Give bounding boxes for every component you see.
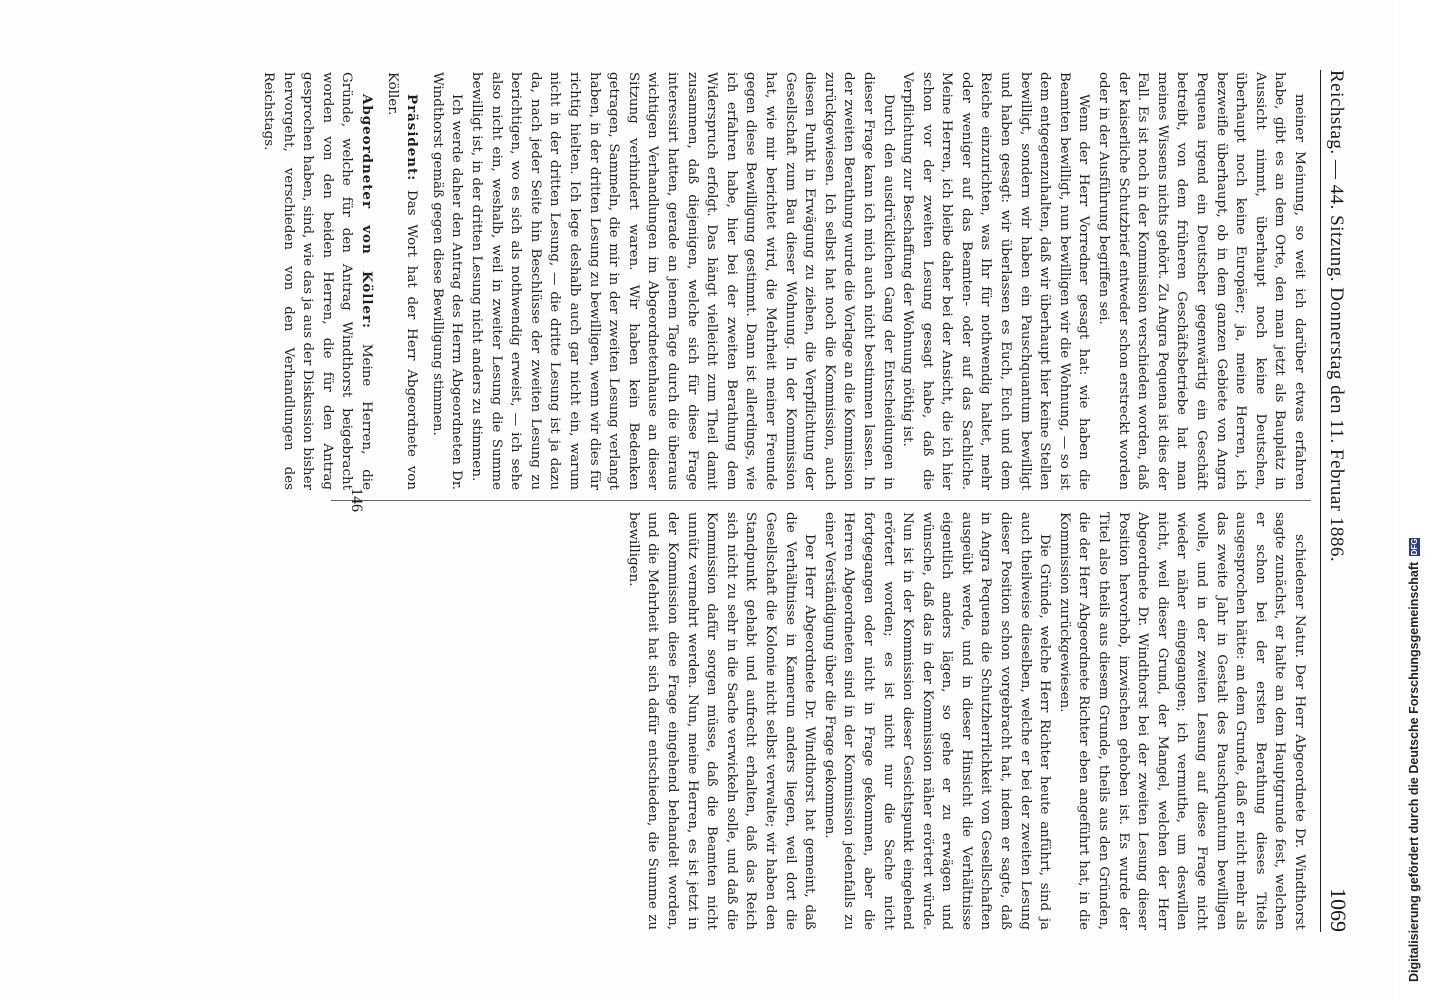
dfg-logo-icon: DFG [1409,538,1419,556]
paragraph: Der Herr Abgeordnete Dr. Windthorst hat gemeint, daß die Verhältnisse in Kamerun anders liegen, weil dort die Gesellschaft die Kolonie nicht selbst verwalte; wir haben den Standpunkt gehabt und aufrecht erhalten, daß das Reich sich nicht zu sehr in die Sache verwickeln solle, und daß die Kommission dafür sorgen müsse, daß die Beamten nicht unnütz vermehrt werden. Nun, meine Herren, es ist jetzt in der Kommission diese Frage eingehend behandelt worden, und die Mehrheit hat sich dafür entschieden, die Summe zu bewilligen. [625,512,818,930]
speaker-label: Abgeordneter von Köller: [359,94,376,329]
paragraph: Durch den ausdrücklichen Gang der Entscheidungen in dieser Frage kann ich mich auch nicht bestimmen lassen. In der zweiten Berathung wurde die Vorlage an die Kommission zurückgewiesen. Ich selbst hat noch die Kommission, auch diesen Punkt in Erwägung zu ziehen, die Verpflichtung der Gesellschaft zum Bau dieser Wohnung. In der Kommission hat, wie mir berichtet wird, die Mehrheit meiner Freunde gegen diese Bewilligung gestimmt. Dann ist allerdings, wie ich erfahren habe, hier bei der zweiten Berathung dem Widerspruch erfolgt. Das hängt vielleicht zum Theil damit zusammen, daß diejenigen, welche sich für diese Frage interessirt hatten, gerade an jenem Tage durch die überaus wichtigen Verhandlungen im Abgeordnetenhause an dieser Sitzung verhindert waren. Wir haben kein Bedenken getragen, Sammeln, die mir in der zweiten Lesung verlangt haben, in der dritten Lesung zu bewilligen, wenn wir dies für richtig hielten. Ich lege deshalb auch gar nicht ein, warum nicht in der dritten Lesung, — die dritte Lesung ist ja dazu da, nach jeder Seite hin Beschlüsse der zweiten Lesung zu berichtigen, wo es sich als nothwendig erweist, — ich sehe also nicht ein, weshalb, weil in zweiter Lesung die Summe bewilligt ist, in der dritten Lesung nicht anders zu stimmen. [469,72,896,490]
credit-line [1407,538,1421,982]
paragraph: Wenn der Herr Vorredner gesagt hat: wie haben die Beamten bewilligt, nun bewilligen wir die Wohnung, — so ist dem entgegenzuhalten, daß wir überhaupt hier keine Stellen bewilligt, sondern wir haben ein Pauschquantum bewilligt und haben gesagt: wir überlassen es Euch, Euch und dem Reiche einzurichten, was Ihr für nothwendig haltet, mehr oder weniger auf das Beamten- oder auf das Sachliche. Meine Herren, ich bleibe daher bei der Ansicht, die ich hier schon vor der zweiten Lesung gesagt habe, daß die Verpflichtung zur Beschaffung der Wohnung nöthig ist. [900,72,1092,490]
president-paragraph [382,72,421,490]
digitization-credit [1398,0,1432,1000]
credit-text: Digitalisierung gefördert durch die Deutsche Forschungsgemeinschaft [1407,561,1421,982]
paragraph: Ich werde daher den Antrag des Herrn Abgeordneten Dr. Windthorst gemäß gegen diese Bewilligung stimmen. [429,72,465,490]
column-main [259,72,1309,490]
page-header [1320,70,1361,932]
header-title: Reichstag. — 44. Sitzung. Donnerstag den 11. Februar 1886. [1326,70,1347,563]
page-number: 1069 [1326,888,1351,932]
speaker-text: Meine Herren, die Gründe, welche für den Antrag Windthorst beigebracht worden von den beiden Herren, die für den Antrag gesprochen haben, sind, wie das ja aus der Diskussion bisher hervorgeht, verschieden von den Verhandlungen des Reichstags. [261,72,375,491]
speaker-text: Das Wort hat der Herr Abgeordnete von Köller. [384,72,420,490]
paragraph: schiedener Natur. Der Herr Abgeordnete Dr. Windthorst sagte zunächst, er halte an dem Hauptgrunde fest, welchen er schon bei der ersten Berathung dieses Titels ausgesprochen hätte: an dem Grunde, daß er nicht mehr als das zweite Jahr in Gestalt des Pauschquantum bewilligen wolle, und in der zweiten Lesung auf diese Frage nicht wieder näher eingegangen; ich vermuthe, um deswillen nicht, weil dieser Grund, der Mangel, welchen der Herr Abgeordnete Dr. Windthorst bei der zweiten Lesung dieser Position hervorhob, inzwischen gehoben ist. Es wurde der Titel also theils aus diesem Grunde, theils aus den Gründen, die der Herr Abgeordnete Richter eben angeführt hat, in die Kommission zurückgewiesen. [1056,512,1307,930]
speaker-label: Präsident: [404,94,421,182]
folio-number: 146 [348,488,365,512]
column-divider [331,500,1311,501]
paragraph: meiner Meinung, so weit ich darüber etwas erfahren habe, gibt es an dem Orte, den man jetzt als Bauplatz in Aussicht nimmt, überhaupt noch keine Deutschen, überhaupt noch keine Europäer; ja, meine Herren, ich bezweifle überhaupt, ob in dem ganzen Gebiete von Angra Pequena irgend ein Deutscher gegenwärtig ein Geschäft betreibt, von dem früheren Geschäftsbetriebe hat man meines Wissens nichts gehört. Zu Angra Pequena ist dies der Fall. Es ist noch in der Kommission verschieden worden, daß der kaiserliche Schutzbrief entweder schon erstreckt worden oder in der Ausführung begriffen sei. [1096,72,1307,490]
paragraph: Die Gründe, welche Herr Richter heute anführt, sind ja auch theilweise dieselben, welche er bei der zweiten Lesung dieser Position schon vorgebracht hat, indem er sagte, daß in Angra Pequena die Schutzherrlichkeit von Gesellschaften ausgeübt werde, und in dieser Hinsicht die Verhältnisse eigentlich anders lägen, so gehe er zu erwägen und wünsche, daß das in der Kommission näher erörtert würde. Nun ist in der Kommission dieser Gesichtspunkt eingehend erörtert worden; es ist nicht nur die Sache nicht fortgegangen oder nicht in Frage gekommen, aber die Herren Abgeordneten sind in der Kommission jedenfalls zu einer Verständigung über die Frage gekommen. [821,512,1053,930]
column-secondary [623,512,1309,930]
